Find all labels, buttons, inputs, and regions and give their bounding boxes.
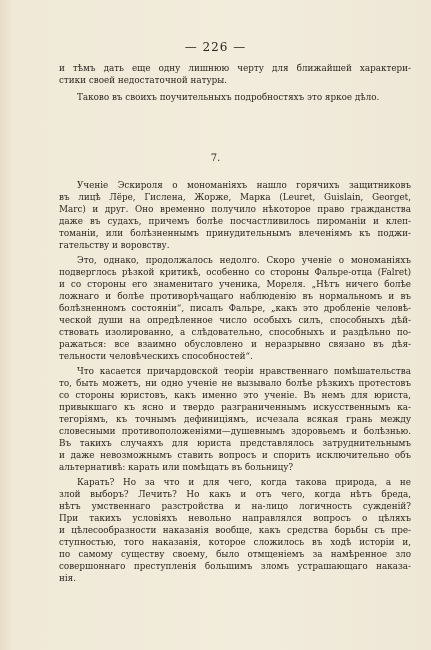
text-line: ложнаго и болѣе противорѣчащаго наблюденію въ нормальномъ и въ (59, 292, 411, 302)
page-number: — 226 — (184, 40, 247, 54)
text-line: въ лицѣ Лёре, Гислена, Жорже, Марка (Leuret, Guislain, Georget, (59, 193, 411, 203)
text-line: гательству и воровству. (59, 241, 170, 251)
text-line: Что касается причардовской теоріи нравственнаго помѣшательства (77, 367, 411, 377)
text-line: Marc) и друг. Оно временно получило нѣкоторое право гражданства (59, 205, 411, 215)
text-line: стики своей недостаточной натуры. (59, 76, 228, 86)
text-line: со стороны юристовъ, какъ именно это ученіе. Въ немъ для юриста, (59, 391, 411, 401)
text-line: даже въ судахъ, причемъ болѣе посчастливилось пироманіи и клеп- (59, 217, 411, 227)
section-number: 7. (210, 153, 221, 164)
text-line: и даже невозможнымъ ставить вопросъ и спорить исключительно объ (59, 451, 411, 461)
text-line: альтернативѣ: карать или помѣщать въ больницу? (59, 463, 294, 473)
text-line: томаніи, или болѣзненнымъ принудительнымъ влеченіямъ къ поджи- (59, 229, 411, 239)
text-line: словесными противоположеніями—душевнымъ здоровьемъ и болѣзнью. (59, 427, 411, 437)
text-line: ступностью, того наказанія, которое сложилось въ ходѣ исторіи и, (59, 538, 411, 548)
text-line: привыкшаго къ ясно и твердо разграниченнымъ искусственнымъ ка- (59, 403, 411, 413)
text-line: ствовать изолированно, а слѣдовательно, способныхъ и раздѣльно по- (59, 328, 411, 338)
text-line: Въ такихъ случаяхъ для юриста представлялось затруднительнымъ (59, 439, 411, 449)
text-line: ражаться: все взаимно обусловлено и неразрывно связано въ дѣя- (59, 340, 411, 350)
text-line: по самому существу своему, было отмщеніемъ за намѣренное зло (59, 550, 411, 560)
text-line: подверглось рѣзкой критикѣ, особенно со стороны Фальре-отца (Falret) (59, 268, 411, 278)
text-line: Это, однако, продолжалось недолго. Скоро ученіе о мономаніяхъ (77, 256, 411, 266)
text-line: нія. (59, 574, 77, 584)
text-line: Ученіе Эскироля о мономаніяхъ нашло горячихъ защитниковъ (77, 181, 411, 191)
text-line: и тѣмъ дать еще одну лишнюю черту для ближайшей характери- (59, 64, 411, 74)
text-line: Таково въ своихъ поучительныхъ подробностяхъ это яркое дѣло. (77, 93, 380, 103)
text-line: совершоннаго преступленія большимъ зломъ устрашающаго наказа- (59, 562, 411, 572)
text-line: тегоріямъ, къ точнымъ дефиниціямъ, исчезала всякая грань между (59, 415, 411, 425)
text-line: и цѣлесообразности наказанія вообще, какъ средства борьбы съ пре- (59, 526, 411, 536)
text-line: болѣзненномъ состояніи“, писалъ Фальре, „какъ это дробленіе человѣ- (59, 304, 411, 314)
text-line: При такихъ условіяхъ невольно направлялся вопросъ о цѣляхъ (59, 514, 411, 524)
text-line: тельности человѣческихъ способностей“. (59, 352, 253, 362)
text-line: Карать? Но за что и для чего, когда такова природа, а не (77, 478, 411, 488)
text-line: и со стороны его знаменитаго ученика, Мореля. „Нѣтъ ничего болѣе (59, 280, 411, 290)
text-line: злой выборъ? Лечить? Но какъ и отъ чего, когда нѣтъ бреда, (59, 490, 411, 500)
text-line: то, быть можетъ, ни одно ученіе не вызывало болѣе рѣзкихъ протестовъ (59, 379, 411, 389)
text-line: нѣтъ умственнаго разстройства и на-лицо логичность сужденій? (59, 502, 411, 512)
text-line: ческой души на опредѣленное число особыхъ силъ, способныхъ дѣй- (59, 316, 411, 326)
